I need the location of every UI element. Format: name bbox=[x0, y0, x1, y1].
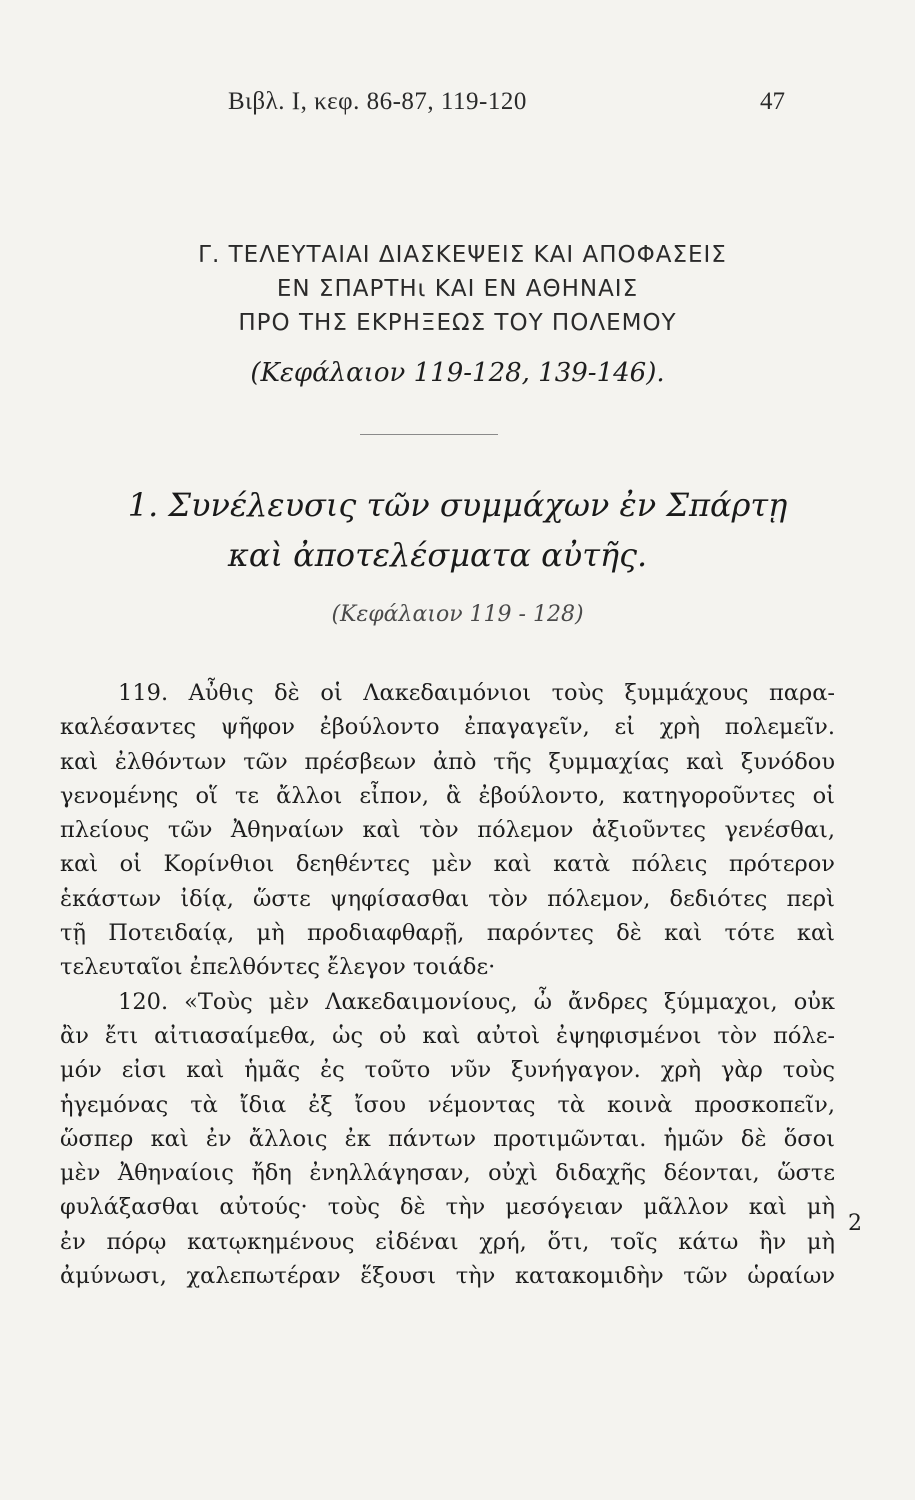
text-line: τῇ Ποτειδαίᾳ, μὴ προδιαφθαρῇ, παρόντες δὲ καὶ τότε καὶ bbox=[60, 920, 835, 947]
text-line: 119. Αὖθις δὲ οἱ Λακεδαιμόνιοι τοὺς ξυμμάχους παρα- bbox=[118, 680, 835, 706]
text-line: ἐν πόρῳ κατῳκημένους εἰδέναι χρή, ὅτι, τοῖς κάτω ἢν μὴ bbox=[60, 1228, 835, 1255]
page-number: 47 bbox=[760, 88, 785, 115]
text-line: καὶ οἱ Κορίνθιοι δεηθέντες μὲν καὶ κατὰ πόλεις πρότερον bbox=[60, 851, 835, 878]
text-line: ἡγεμόνας τὰ ἴδια ἐξ ἴσου νέμοντας τὰ κοινὰ προσκοπεῖν, bbox=[60, 1091, 835, 1118]
part-heading-line: Γ. ΤΕΛΕΥΤΑΙΑΙ ΔΙΑΣΚΕΨΕΙΣ ΚΑΙ ΑΠΟΦΑΣΕΙΣ bbox=[198, 242, 727, 268]
section-title-line: καὶ ἀποτελέσματα αὐτῆς. bbox=[227, 536, 648, 574]
text-line: 120. «Τοὺς μὲν Λακεδαιμονίους, ὦ ἄνδρες ξύμμαχοι, οὐκ bbox=[118, 988, 835, 1015]
text-line: τελευταῖοι ἐπελθόντες ἔλεγον τοιάδε· bbox=[60, 954, 496, 981]
text-line: ἂν ἔτι αἰτιασαίμεθα, ὡς οὐ καὶ αὐτοὶ ἐψηφισμένοι τὸν πόλε- bbox=[60, 1022, 835, 1049]
part-heading-line: ΠΡΟ ΤΗΣ ΕΚΡΗΞΕΩΣ ΤΟΥ ΠΟΛΕΜΟΥ bbox=[238, 310, 677, 336]
margin-line-number: 2 bbox=[848, 1211, 862, 1236]
text-line: ἑκάστων ἰδίᾳ, ὥστε ψηφίσασθαι τὸν πόλεμον, δεδιότες περὶ bbox=[60, 885, 835, 912]
text-line: μόν εἰσι καὶ ἡμᾶς ἐς τοῦτο νῦν ξυνήγαγον. χρὴ γὰρ τοὺς bbox=[60, 1057, 835, 1084]
body-text bbox=[60, 676, 835, 1293]
section-chapters: (Κεφάλαιον 119 - 128) bbox=[331, 602, 584, 627]
text-line: καλέσαντες ψῆφον ἐβούλοντο ἐπαγαγεῖν, εἰ χρὴ πολεμεῖν. bbox=[60, 714, 835, 741]
text-line: μὲν Ἀθηναίοις ἤδη ἐνηλλάγησαν, οὐχὶ διδαχῆς δέονται, ὥστε bbox=[60, 1160, 835, 1187]
text-line: γενομένης οἵ τε ἄλλοι εἶπον, ἃ ἐβούλοντο, κατηγοροῦντες οἱ bbox=[60, 782, 835, 809]
text-line: πλείους τῶν Ἀθηναίων καὶ τὸν πόλεμον ἀξιοῦντες γενέσθαι, bbox=[60, 817, 835, 844]
text-line: φυλάξασθαι αὐτούς· τοὺς δὲ τὴν μεσόγειαν μᾶλλον καὶ μὴ bbox=[60, 1194, 835, 1221]
part-heading-line: ΕΝ ΣΠΑΡΤΗι ΚΑΙ ΕΝ ΑΘΗΝΑΙΣ bbox=[276, 276, 639, 302]
running-head-reference: Βιβλ. Ι, κεφ. 86-87, 119-120 bbox=[228, 88, 527, 115]
text-line: ὥσπερ καὶ ἐν ἄλλοις ἐκ πάντων προτιμῶνται. ἡμῶν δὲ ὅσοι bbox=[60, 1125, 835, 1152]
running-head bbox=[0, 88, 915, 124]
chapters-range: (Κεφάλαιον 119-128, 139-146). bbox=[250, 358, 665, 388]
section-title bbox=[0, 480, 915, 580]
divider-rule bbox=[360, 434, 498, 435]
part-heading bbox=[0, 238, 915, 340]
text-line: καὶ ἐλθόντων τῶν πρέσβεων ἀπὸ τῆς ξυμμαχίας καὶ ξυνόδου bbox=[60, 748, 835, 775]
text-line: ἀμύνωσι, χαλεπωτέραν ἕξουσι τὴν κατακομιδὴν τῶν ὡραίων bbox=[60, 1263, 835, 1290]
section-title-line: 1. Συνέλευσις τῶν συμμάχων ἐν Σπάρτῃ bbox=[127, 486, 788, 524]
